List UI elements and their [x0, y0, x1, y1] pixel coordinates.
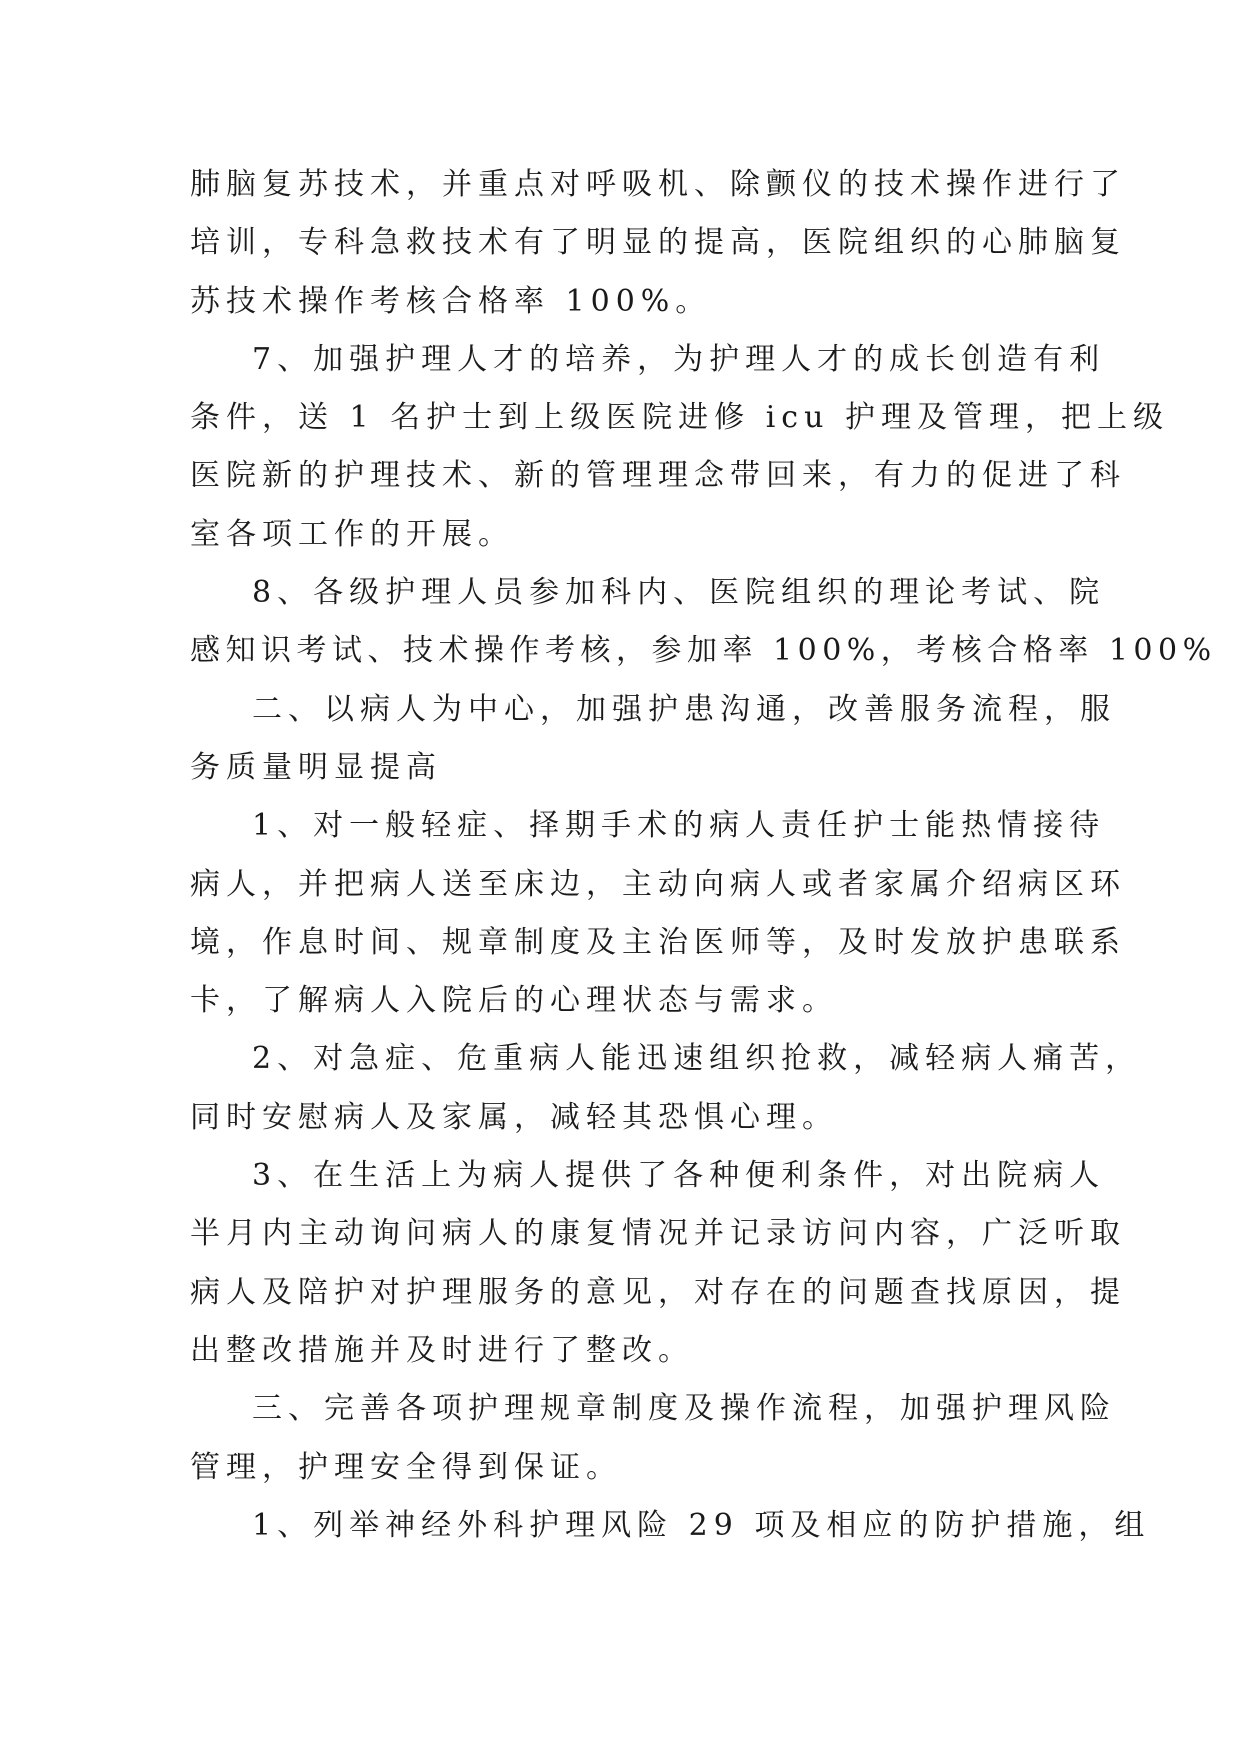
text-line: 务质量明显提高 [190, 749, 442, 785]
text-line: 苏技术操作考核合格率 100%。 [190, 283, 712, 319]
text-line: 半月内主动询问病人的康复情况并记录访问内容，广泛听取 [190, 1216, 1126, 1252]
text-line: 卡，了解病人入院后的心理状态与需求。 [190, 983, 838, 1019]
text-line: 1、对一般轻症、择期手术的病人责任护士能热情接待 [252, 808, 1106, 844]
text-line: 7、加强护理人才的培养，为护理人才的成长创造有利 [252, 341, 1106, 377]
text-line: 2、对急症、危重病人能迅速组织抢救，减轻病人痛苦， [252, 1041, 1142, 1077]
text-line: 出整改措施并及时进行了整改。 [190, 1332, 694, 1368]
text-line: 1、列举神经外科护理风险 29 项及相应的防护措施，组 [252, 1507, 1151, 1543]
text-line: 病人及陪护对护理服务的意见，对存在的问题查找原因，提 [190, 1274, 1126, 1310]
body-text [190, 156, 1217, 1555]
text-line: 3、在生活上为病人提供了各种便利条件，对出院病人 [252, 1158, 1106, 1194]
text-line: 室各项工作的开展。 [190, 516, 514, 552]
text-line: 医院新的护理技术、新的管理理念带回来，有力的促进了科 [190, 458, 1126, 494]
text-line: 二、以病人为中心，加强护患沟通，改善服务流程，服 [252, 691, 1116, 727]
text-line: 病人，并把病人送至床边，主动向病人或者家属介绍病区环 [190, 866, 1126, 902]
text-line: 感知识考试、技术操作考核，参加率 100%，考核合格率 100% [190, 633, 1217, 669]
text-line: 肺脑复苏技术，并重点对呼吸机、除颤仪的技术操作进行了 [190, 167, 1126, 202]
text-line: 管理，护理安全得到保证。 [190, 1449, 622, 1485]
text-line: 三、完善各项护理规章制度及操作流程，加强护理风险 [252, 1391, 1116, 1427]
text-line: 条件，送 1 名护士到上级医院进修 icu 护理及管理，把上级 [190, 400, 1169, 436]
text-line: 培训，专科急救技术有了明显的提高，医院组织的心肺脑复 [190, 225, 1126, 261]
text-line: 8、各级护理人员参加科内、医院组织的理论考试、院 [252, 575, 1106, 611]
text-line: 同时安慰病人及家属，减轻其恐惧心理。 [190, 1099, 838, 1135]
text-line: 境，作息时间、规章制度及主治医师等，及时发放护患联系 [190, 924, 1126, 960]
